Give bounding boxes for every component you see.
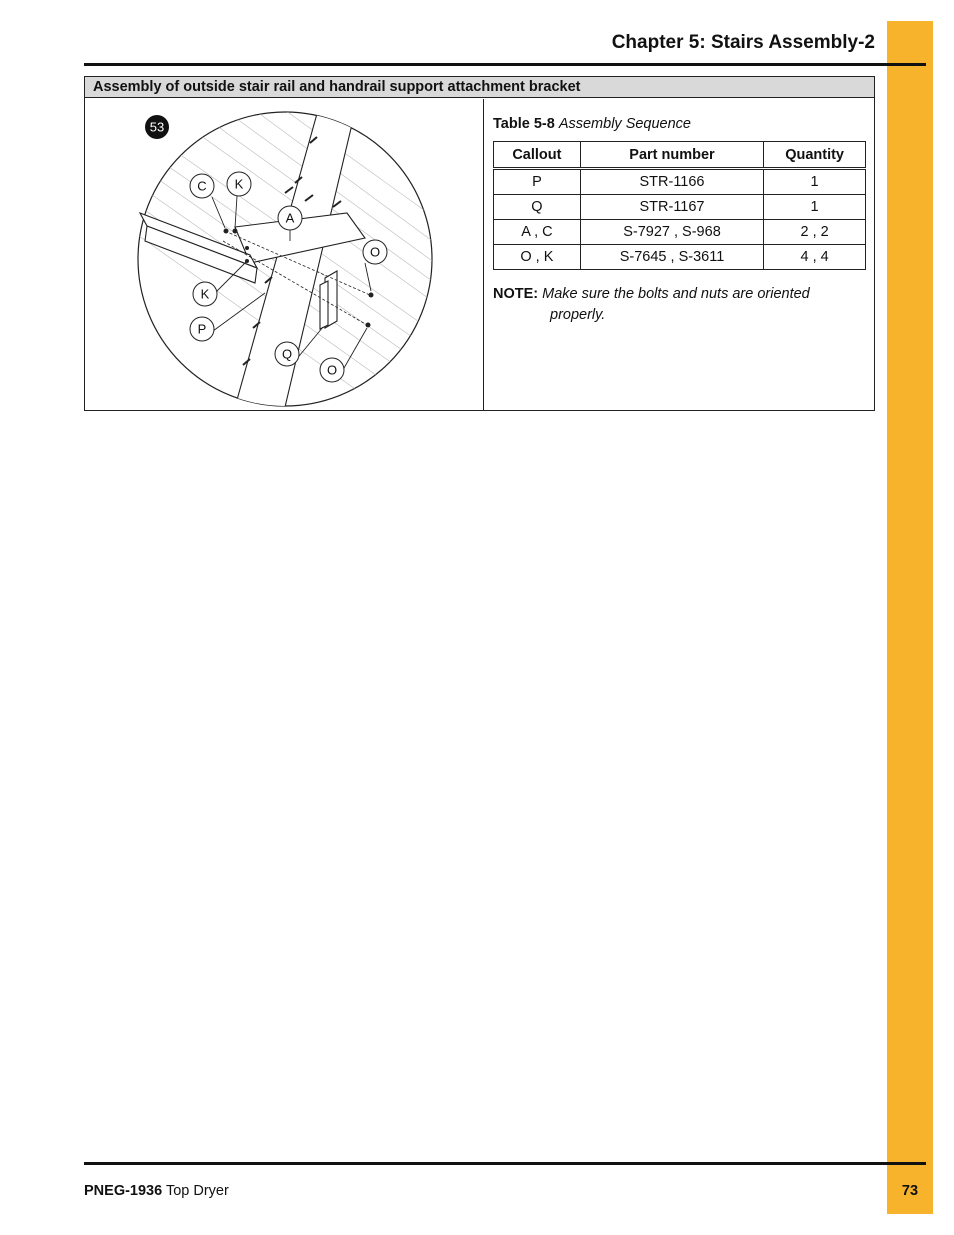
table-title: Assembly Sequence [558, 116, 691, 132]
column-header: Part number [580, 142, 763, 169]
table-cell: O , K [494, 245, 581, 270]
table-cell: S-7645 , S-3611 [580, 245, 763, 270]
page-number: 73 [901, 1183, 919, 1199]
assembly-figure [135, 103, 435, 407]
footer-doc-title: Top Dryer [165, 1183, 229, 1199]
assembly-sequence-table [493, 141, 866, 270]
table-cell: P [494, 169, 581, 195]
table-header-row [494, 142, 866, 169]
bottom-rule [84, 1162, 926, 1165]
callout-label: K [234, 176, 244, 192]
table-row [494, 220, 866, 245]
footer-doc-number: PNEG-1936 [84, 1183, 163, 1199]
table-number: Table 5-8 [493, 116, 555, 132]
table-row [494, 245, 866, 270]
column-divider [483, 99, 484, 410]
table-row [494, 195, 866, 220]
chapter-title: Chapter 5: Stairs Assembly-2 [611, 32, 875, 53]
chapter-side-tab [887, 21, 933, 1214]
callout-label: P [197, 321, 207, 337]
table-row [494, 169, 866, 195]
column-header: Callout [494, 142, 581, 169]
table-cell: S-7927 , S-968 [580, 220, 763, 245]
note-text: Make sure the bolts and nuts are oriented [542, 286, 810, 302]
callout-label: O [326, 362, 338, 378]
table-cell: 2 , 2 [764, 220, 866, 245]
assembly-panel [84, 76, 875, 411]
table-cell: 1 [764, 195, 866, 220]
top-rule [84, 63, 926, 66]
table-caption [493, 116, 691, 132]
panel-title: Assembly of outside stair rail and handrail support attachment bracket [85, 77, 874, 98]
step-number-badge: 53 [149, 119, 165, 135]
table-cell: A , C [494, 220, 581, 245]
table-cell: 1 [764, 169, 866, 195]
callout-label: O [369, 244, 381, 260]
footer-document-id [84, 1183, 229, 1199]
callout-label: A [285, 210, 295, 226]
column-header: Quantity [764, 142, 866, 169]
note-label: NOTE: [493, 286, 539, 302]
note-text-continued: properly. [550, 307, 606, 323]
table-cell: Q [494, 195, 581, 220]
callout-label: Q [281, 346, 293, 362]
callout-label: C [197, 178, 207, 194]
table-cell: 4 , 4 [764, 245, 866, 270]
note-block [493, 284, 863, 326]
callout-label: K [200, 286, 210, 302]
table-cell: STR-1167 [580, 195, 763, 220]
table-cell: STR-1166 [580, 169, 763, 195]
